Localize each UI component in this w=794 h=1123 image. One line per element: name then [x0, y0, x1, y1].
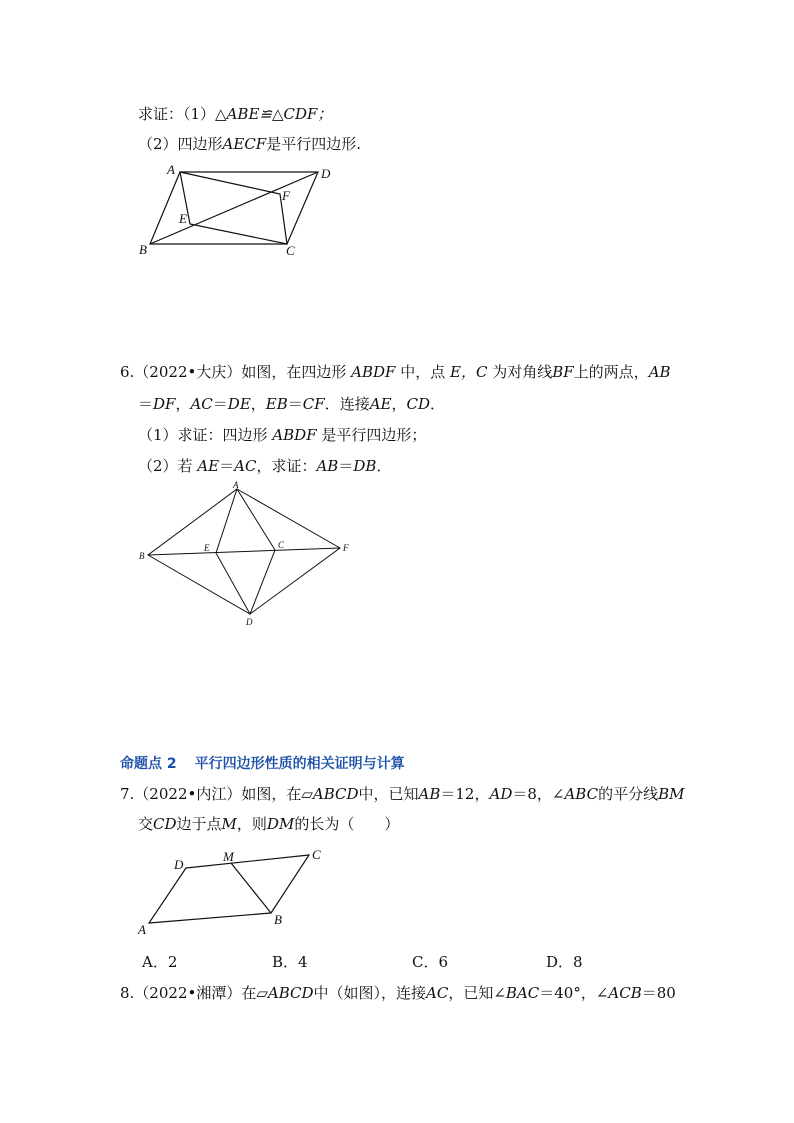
- q6-line-1: 6.（2022•大庆）如图，在四边形 ABDF 中，点 E，C 为对角线BF上的两点，AB: [120, 363, 671, 381]
- q7-line-1: 7.（2022•内江）如图，在▱ABCD中，已知AB＝12，AD＝8，∠ABC的平分线BM: [120, 785, 685, 803]
- fig2-label-a: A: [233, 480, 239, 490]
- fig1-label-e: E: [179, 211, 187, 226]
- fig1-label-b: B: [139, 242, 147, 257]
- fig3-label-c: C: [312, 847, 321, 862]
- fig3-bisector-bm: [231, 863, 271, 913]
- q5-prove-line-1: 求证：（1）△ABE≌△CDF；: [138, 105, 333, 123]
- fig3-parallelogram: [149, 855, 309, 923]
- q7-option-a: A．2: [142, 953, 178, 971]
- fig2-label-f: F: [343, 543, 349, 553]
- fig3-label-a: A: [138, 922, 146, 937]
- fig2-label-c: C: [278, 540, 285, 550]
- fig1-label-c: C: [286, 243, 295, 258]
- q5-prove-line-2: （2）四边形AECF是平行四边形.: [138, 135, 361, 153]
- figure-2: [148, 489, 340, 614]
- fig2-label-e: E: [204, 543, 210, 553]
- figure-2-labels: [139, 480, 349, 627]
- fig1-label-d: D: [321, 166, 331, 181]
- fig1-label-a: A: [167, 162, 175, 177]
- q7-line-2: 交CD边于点M，则DM的长为（ ）: [138, 815, 400, 833]
- q7-option-b: B．4: [272, 953, 308, 971]
- q6-part-1: （1）求证：四边形 ABDF 是平行四边形；: [138, 426, 427, 444]
- fig2-label-b: B: [139, 551, 145, 561]
- fig1-label-f: F: [282, 188, 290, 203]
- section-heading: 命题点 2 平行四边形性质的相关证明与计算: [120, 756, 405, 772]
- fig3-label-d: D: [174, 857, 184, 872]
- fig2-diagonal-bf: [148, 548, 340, 555]
- figure-1: [150, 172, 318, 244]
- q7-option-c: C．6: [412, 953, 449, 971]
- q6-part-2: （2）若 AE＝AC，求证：AB＝DB．: [138, 457, 392, 475]
- q8-line-1: 8.（2022•湘潭）在▱ABCD中（如图），连接AC，已知∠BAC＝40°，∠ACB＝80: [120, 984, 676, 1002]
- figure-3: [149, 855, 309, 923]
- figure-3-labels: [137, 847, 321, 937]
- fig3-label-m: M: [223, 849, 234, 864]
- fig2-label-d: D: [246, 617, 253, 627]
- q7-option-d: D．8: [546, 953, 583, 971]
- q6-line-2: ＝DF，AC＝DE，EB＝CF．连接AE，CD．: [138, 395, 446, 413]
- fig3-label-b: B: [274, 912, 282, 927]
